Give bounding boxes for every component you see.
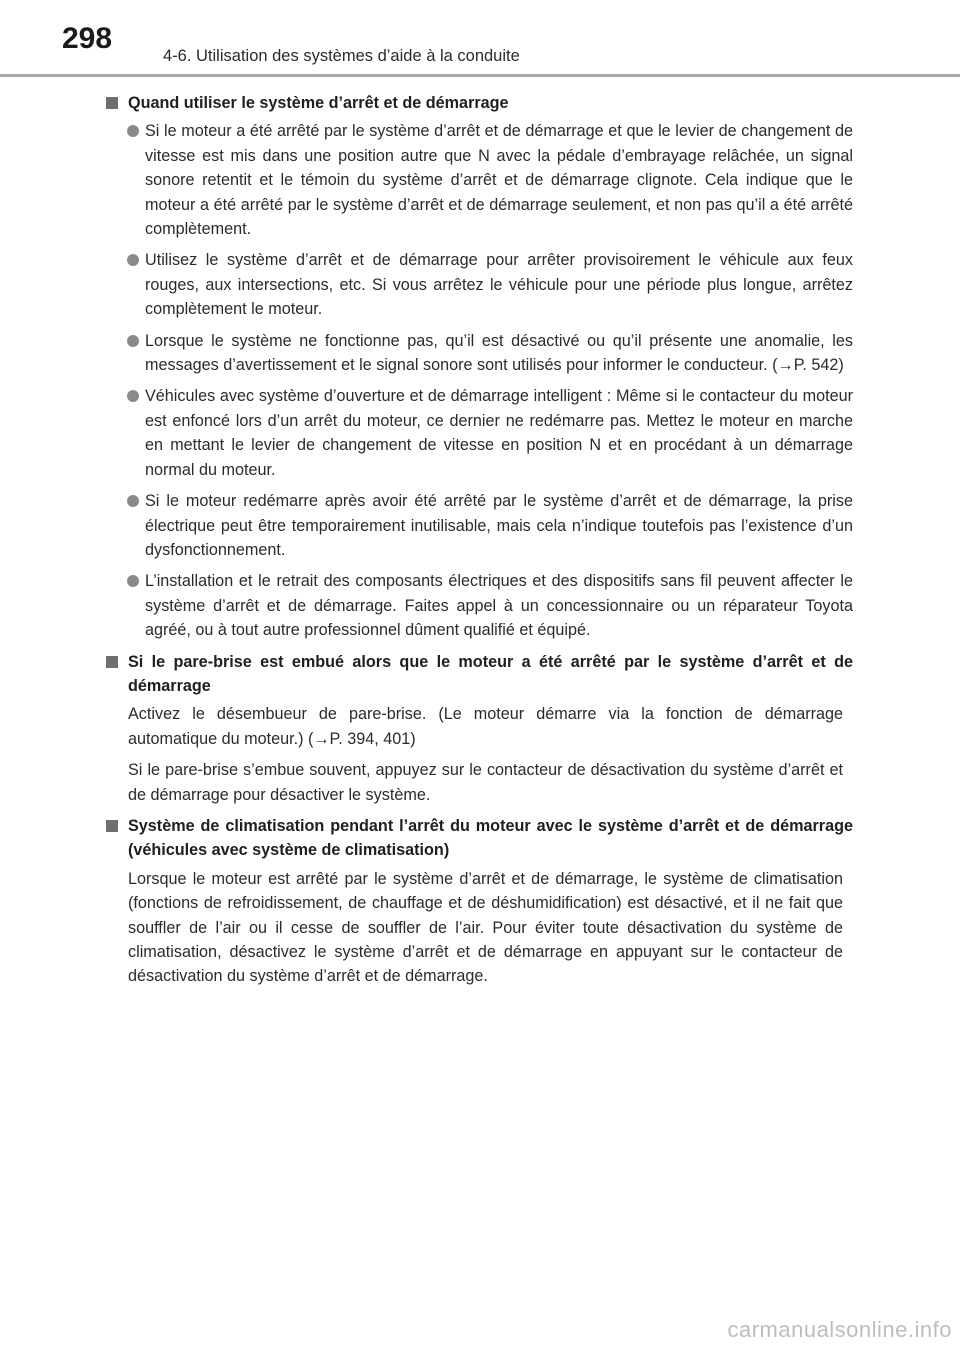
circle-bullet-icon — [127, 125, 139, 137]
section-heading-windshield-fogged — [106, 650, 853, 699]
chapter-title: 4-6. Utilisation des systèmes d’aide à la conduite — [163, 47, 520, 65]
list-item-text: L’installation et le retrait des composants électriques et des dispositifs sans fil peuvent affecter le système d’arrêt et de démarrage. Faites appel à un concessionnaire ou un réparateur Toyota agréé, ou à tout autre professionnel dûment qualifié et équipé. — [145, 572, 853, 640]
list-item-text: Véhicules avec système d’ouverture et de démarrage intelligent : Même si le contacteur du moteur est enfoncé lors d’un arrêt du moteur, ce dernier ne redémarre pas. Mettez le moteur en marche en mettant le levier de changement de vitesse en position N et en procédant à un démarrage normal du moteur. — [145, 387, 853, 479]
circle-bullet-icon — [127, 254, 139, 266]
list-item — [106, 569, 853, 642]
header-divider — [0, 74, 960, 77]
section-heading-text: Si le pare-brise est embué alors que le moteur a été arrêté par le système d’arrêt et de démarrage — [128, 652, 853, 695]
section-heading-when-to-use — [106, 91, 853, 115]
circle-bullet-icon — [127, 495, 139, 507]
list-item — [106, 384, 853, 482]
list-item-text: Si le moteur redémarre après avoir été arrêté par le système d’arrêt et de démarrage, la prise électrique peut être temporairement inutilisable, mais cela n’indique toutefois pas l’existence d’un dysfonctionnement. — [145, 492, 853, 559]
list-item — [106, 489, 853, 562]
section-heading-air-conditioning — [106, 814, 853, 863]
circle-bullet-icon — [127, 335, 139, 347]
paragraph: Lorsque le moteur est arrêté par le système d’arrêt et de démarrage, le système de climatisation (fonctions de refroidissement, de chauffage et de déshumidification) est désactivé, et il ne fait que souffler de l’air ou il cesse de souffler de l’air. Pour éviter toute désactivation du système de climatisation, désactivez le système d’arrêt et de démarrage en appuyant sur le contacteur de désactivation du système d’arrêt et de démarrage. — [128, 869, 843, 986]
circle-bullet-icon — [127, 390, 139, 402]
square-bullet-icon — [106, 820, 118, 832]
list-item — [106, 329, 853, 378]
page-number: 298 — [62, 22, 113, 55]
page-content — [106, 91, 853, 996]
circle-bullet-icon — [127, 575, 139, 587]
list-item — [106, 248, 853, 321]
list-item-text: Lorsque le système ne fonctionne pas, qu’il est désactivé ou qu’il présente une anomalie, les messages d’avertissement et le signal sonore sont utilisés pour informer le conducteur. (→P. 542) — [145, 331, 853, 375]
list-item — [106, 119, 853, 241]
list-item-text: Utilisez le système d’arrêt et de démarrage pour arrêter provisoirement le véhicule aux feux rouges, aux intersections, etc. Si vous arrêtez le véhicule pour une période plus longue, arrêtez complètement le moteur. — [145, 251, 853, 319]
section-heading-text: Système de climatisation pendant l’arrêt du moteur avec le système d’arrêt et de démarrage (véhicules avec système de climatisation) — [128, 816, 853, 860]
square-bullet-icon — [106, 656, 118, 668]
section-heading-text: Quand utiliser le système d’arrêt et de démarrage — [128, 94, 509, 112]
watermark: carmanualsonline.info — [727, 1317, 952, 1342]
square-bullet-icon — [106, 97, 118, 109]
paragraph: Si le pare-brise s’embue souvent, appuyez sur le contacteur de désactivation du système d’arrêt et de démarrage pour désactiver le système. — [128, 761, 843, 804]
paragraph: Activez le désembueur de pare-brise. (Le moteur démarre via la fonction de démarrage automatique du moteur.) (→P. 394, 401) — [128, 705, 843, 748]
list-item-text: Si le moteur a été arrêté par le système d’arrêt et de démarrage et que le levier de changement de vitesse est mis dans une position autre que N avec la pédale d’embrayage relâchée, un signal sonore retentit et le témoin du système d’arrêt et de démarrage clignote. Cela indique que le moteur a été arrêté par le système d’arrêt et de démarrage seulement, et non pas qu’il a été arrêté complètement. — [145, 122, 853, 239]
page-header — [0, 0, 960, 80]
